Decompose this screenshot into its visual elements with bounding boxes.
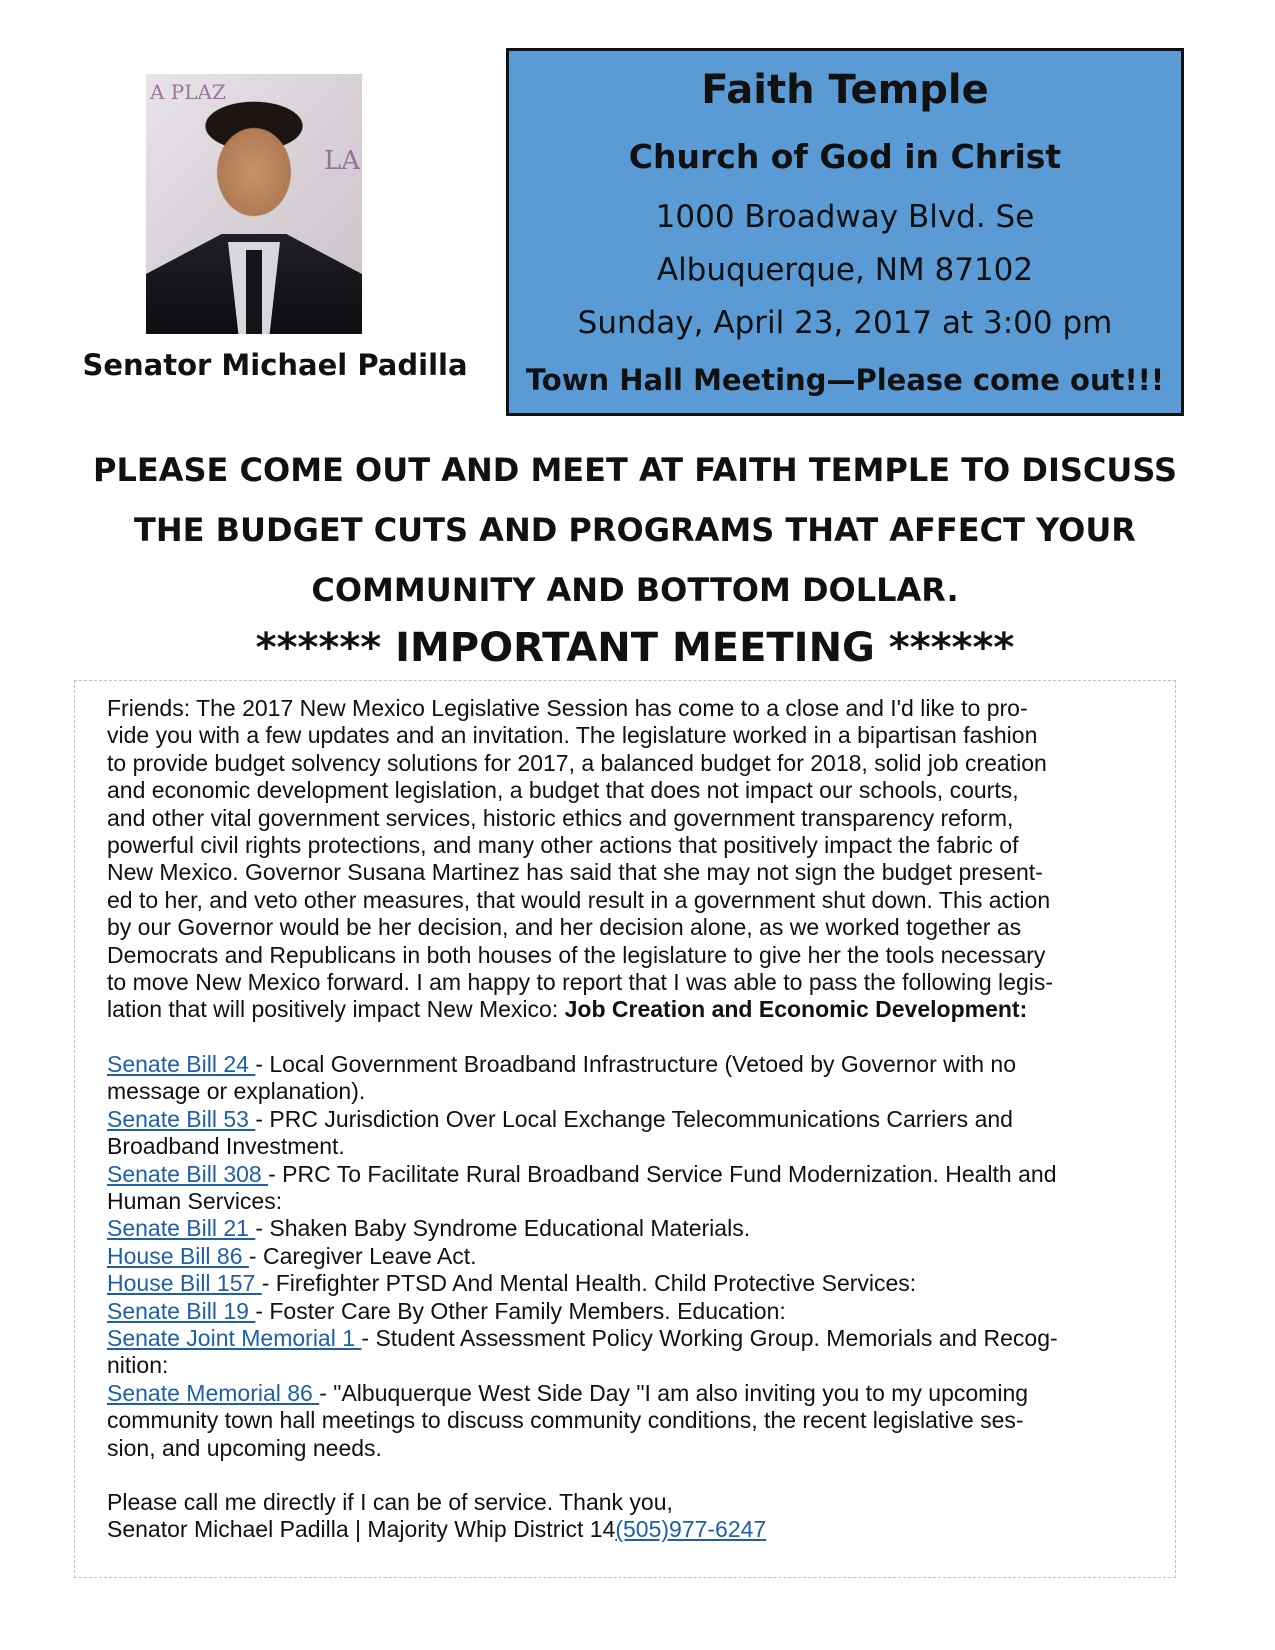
letter-intro-line: New Mexico. Governor Susana Martinez has said that she may not sign the budget present- [107, 859, 1043, 886]
bill-description: - PRC To Facilitate Rural Broadband Service Fund Modernization. Health and [268, 1160, 1057, 1187]
letter-intro-line: to move New Mexico forward. I am happy to report that I was able to pass the following legis- [107, 969, 1053, 996]
bill-item [107, 1161, 1147, 1188]
senator-photo [146, 74, 362, 334]
event-datetime: Sunday, April 23, 2017 at 3:00 pm [577, 305, 1113, 341]
bill-description: - Firefighter PTSD And Mental Health. Child Protective Services: [261, 1270, 917, 1297]
letter-intro-line: ed to her, and veto other measures, that would result in a government shut down. This action [107, 886, 1051, 913]
headline-line: THE BUDGET CUTS AND PROGRAMS THAT AFFECT YOUR [134, 511, 1136, 549]
bill-description-continued: message or explanation). [107, 1078, 366, 1105]
bill-description: - Foster Care By Other Family Members. Education: [255, 1297, 786, 1324]
letter-intro-line: and other vital government services, historic ethics and government transparency reform, [107, 804, 1014, 831]
letter-intro-line: vide you with a few updates and an invitation. The legislature worked in a bipartisan fashion [107, 722, 1038, 749]
headline-line: COMMUNITY AND BOTTOM DOLLAR. [311, 571, 959, 609]
event-info-box [506, 48, 1184, 416]
bill-link[interactable]: Senate Bill 19 [107, 1297, 256, 1324]
bill-item [107, 1325, 1147, 1352]
bill-description: - PRC Jurisdiction Over Local Exchange Telecommunications Carriers and [255, 1105, 1013, 1132]
job-creation-heading: Job Creation and Economic Development: [564, 996, 1028, 1023]
bill-link[interactable]: Senate Joint Memorial 1 [107, 1324, 362, 1351]
bill-item [107, 1051, 1147, 1078]
spacer [107, 1462, 1147, 1489]
bill-description: - Student Assessment Policy Working Group. Memorials and Recog- [361, 1324, 1058, 1351]
headline-line: PLEASE COME OUT AND MEET AT FAITH TEMPLE TO DISCUSS [92, 451, 1178, 489]
phone-link[interactable]: (505)977-6247 [615, 1516, 767, 1543]
event-subtitle: Church of God in Christ [628, 137, 1062, 176]
bill-description: - Shaken Baby Syndrome Educational Materials. [255, 1215, 751, 1242]
bill-link[interactable]: Senate Bill 21 [107, 1215, 256, 1242]
bill-description: - "Albuquerque West Side Day "I am also inviting you to my upcoming [319, 1379, 1029, 1406]
letter-intro-line: to provide budget solvency solutions for 2017, a balanced budget for 2018, solid job creation [107, 749, 1047, 776]
letter-intro-line: by our Governor would be her decision, and her decision alone, as we worked together as [107, 914, 1022, 941]
bill-item [107, 1106, 1147, 1133]
letter-body [107, 695, 1147, 1544]
event-call-to-action: Town Hall Meeting—Please come out!!! [525, 363, 1165, 397]
event-title: Faith Temple [701, 67, 989, 113]
letter-box [74, 680, 1176, 1578]
closing-line: Please call me directly if I can be of service. Thank you, [107, 1488, 673, 1515]
bill-link[interactable]: House Bill 86 [107, 1242, 249, 1269]
photo-background-text: A PLAZ [150, 80, 226, 104]
event-address-line1: 1000 Broadway Blvd. Se [655, 199, 1035, 235]
bill-item [107, 1215, 1147, 1242]
bill-description-continued: Human Services: [107, 1187, 283, 1214]
bill-description: - Caregiver Leave Act. [248, 1242, 477, 1269]
letter-intro-line: and economic development legislation, a budget that does not impact our schools, courts, [107, 777, 1019, 804]
letter-intro-line: powerful civil rights protections, and many other actions that positively impact the fabric of [107, 832, 1019, 859]
bills-list [107, 1051, 1147, 1435]
spacer [107, 1024, 1147, 1051]
bill-link[interactable]: Senate Bill 308 [107, 1160, 269, 1187]
signature-line [107, 1516, 1147, 1543]
bill-link[interactable]: Senate Bill 24 [107, 1050, 256, 1077]
signature-text: Senator Michael Padilla | Majority Whip District 14 [107, 1516, 616, 1543]
senator-caption: Senator Michael Padilla [82, 348, 468, 382]
bill-link[interactable]: House Bill 157 [107, 1270, 262, 1297]
bill-item [107, 1298, 1147, 1325]
letter-intro-last-line [107, 996, 1147, 1023]
important-meeting-banner: ****** IMPORTANT MEETING ****** [255, 625, 1015, 671]
letter-intro [107, 695, 1147, 996]
bill-description-continued: nition: [107, 1352, 169, 1379]
photo-background-text: LA [324, 146, 361, 176]
bill-description-continued: community town hall meetings to discuss community conditions, the recent legislative ses- [107, 1407, 1024, 1434]
event-address-line2: Albuquerque, NM 87102 [656, 252, 1034, 288]
bill-description-continued: Broadband Investment. [107, 1133, 345, 1160]
bill-item [107, 1270, 1147, 1297]
bill-link[interactable]: Senate Memorial 86 [107, 1379, 320, 1406]
bill-link[interactable]: Senate Bill 53 [107, 1105, 256, 1132]
intro-last-text: lation that will positively impact New Mexico: [107, 996, 565, 1023]
photo-tie [246, 250, 262, 334]
bill-item [107, 1243, 1147, 1270]
letter-intro-line: Democrats and Republicans in both houses of the legislature to give her the tools necessary [107, 941, 1046, 968]
letter-intro-line: Friends: The 2017 New Mexico Legislative Session has come to a close and I'd like to pro- [107, 695, 1028, 721]
headline [60, 440, 1210, 620]
bill-description: - Local Government Broadband Infrastructure (Vetoed by Governor with no [255, 1050, 1017, 1077]
bills-tail: sion, and upcoming needs. [107, 1434, 382, 1461]
bill-item [107, 1380, 1147, 1407]
